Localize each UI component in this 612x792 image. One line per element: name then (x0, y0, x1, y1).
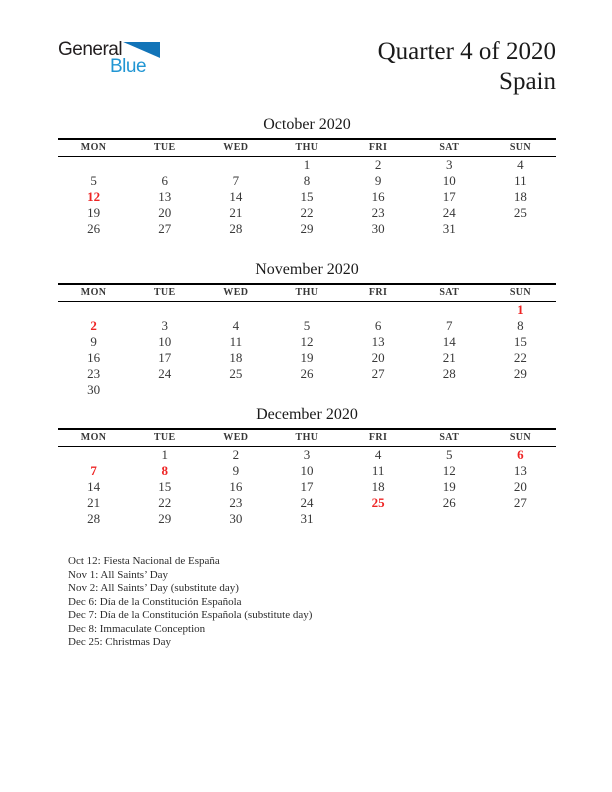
day-cell: 13 (513, 463, 527, 478)
day-cell: 26 (300, 366, 314, 381)
day-cell: 25 (229, 366, 243, 381)
empty-cell (343, 302, 414, 319)
general-blue-logo (58, 40, 160, 76)
day-cell: 9 (90, 334, 97, 349)
day-cell: 13 (158, 189, 172, 204)
day-cell: 24 (442, 205, 456, 220)
weekday-header: TUE (153, 287, 176, 298)
week-row (58, 479, 556, 495)
day-cell: 8 (303, 173, 311, 188)
day-cell: 19 (442, 479, 456, 494)
week-row (58, 350, 556, 366)
day-cell: 8 (161, 463, 168, 478)
weekday-header-row (58, 284, 556, 302)
day-cell: 19 (87, 205, 101, 220)
holiday-note: Dec 6: Día de la Constitución Española (68, 595, 242, 608)
weekday-header: FRI (368, 142, 388, 153)
week-row (58, 495, 556, 511)
day-cell: 2 (374, 157, 382, 172)
day-cell: 15 (300, 189, 314, 204)
month-title: November 2020 (255, 261, 359, 278)
week-row (58, 157, 556, 174)
day-cell: 4 (517, 157, 524, 172)
weekday-header: SAT (439, 432, 460, 443)
day-cell: 10 (158, 334, 172, 349)
week-row (58, 511, 556, 527)
day-cell: 24 (158, 366, 172, 381)
weekday-header: MON (80, 287, 107, 298)
empty-cell (485, 221, 556, 237)
week-row (58, 334, 556, 350)
day-cell: 24 (300, 495, 314, 510)
weekday-header: THU (295, 432, 319, 443)
day-cell: 3 (446, 157, 453, 172)
day-cell: 29 (300, 221, 314, 236)
day-cell: 16 (229, 479, 243, 494)
day-cell: 27 (158, 221, 172, 236)
day-cell: 14 (442, 334, 456, 349)
month-december (58, 405, 556, 550)
day-cell: 7 (232, 173, 240, 188)
month-november (58, 260, 556, 405)
weekday-header: SUN (509, 142, 532, 153)
week-row (58, 221, 556, 237)
empty-cell (485, 511, 556, 527)
month-grid (58, 283, 556, 398)
empty-cell (129, 382, 200, 398)
day-cell: 14 (87, 479, 101, 494)
day-cell: 15 (513, 334, 527, 349)
day-cell: 30 (229, 511, 243, 526)
empty-cell (200, 382, 271, 398)
day-cell: 1 (303, 157, 311, 172)
day-cell: 15 (158, 479, 172, 494)
day-cell: 26 (442, 495, 456, 510)
weekday-header: WED (223, 287, 249, 298)
day-cell: 7 (446, 318, 453, 333)
day-cell: 16 (87, 350, 101, 365)
day-cell: 28 (87, 511, 101, 526)
page-title: Quarter 4 of 2020 (377, 38, 556, 65)
empty-cell (271, 382, 342, 398)
day-cell: 2 (232, 447, 240, 462)
day-cell: 1 (161, 447, 168, 462)
weekday-header: TUE (153, 142, 176, 153)
day-cell: 2 (90, 318, 97, 333)
holiday-note: Oct 12: Fiesta Nacional de España (68, 555, 220, 567)
day-cell: 29 (513, 366, 527, 381)
weekday-header: SUN (509, 287, 532, 298)
day-cell: 3 (303, 447, 311, 462)
day-cell: 5 (90, 173, 97, 188)
day-cell: 10 (442, 173, 456, 188)
holiday-note: Dec 8: Immaculate Conception (68, 622, 206, 635)
day-cell: 21 (229, 205, 243, 220)
day-cell: 12 (300, 334, 314, 349)
day-cell: 21 (442, 350, 456, 365)
month-grid (58, 138, 556, 237)
day-cell: 31 (300, 511, 314, 526)
weekday-header: WED (223, 142, 249, 153)
day-cell: 22 (300, 205, 314, 220)
day-cell: 20 (371, 350, 385, 365)
weekday-header: FRI (368, 287, 388, 298)
day-cell: 12 (87, 189, 101, 204)
weekday-header: MON (80, 142, 107, 153)
day-cell: 6 (517, 447, 524, 462)
day-cell: 28 (442, 366, 456, 381)
day-cell: 12 (442, 463, 456, 478)
empty-cell (58, 447, 129, 464)
day-cell: 8 (517, 318, 524, 333)
day-cell: 31 (442, 221, 456, 236)
day-cell: 7 (90, 463, 97, 478)
holiday-list (68, 555, 556, 650)
day-cell: 18 (371, 479, 385, 494)
logo-text-general: General (58, 39, 123, 60)
empty-cell (129, 157, 200, 174)
empty-cell (414, 302, 485, 319)
week-row (58, 382, 556, 398)
day-cell: 26 (87, 221, 101, 236)
day-cell: 1 (517, 302, 524, 317)
holiday-note: Nov 2: All Saints’ Day (substitute day) (68, 582, 239, 594)
month-title: October 2020 (263, 116, 351, 133)
day-cell: 30 (87, 382, 101, 397)
day-cell: 23 (87, 366, 101, 381)
month-october (58, 115, 556, 260)
weekday-header: THU (295, 287, 319, 298)
weekday-header: SUN (509, 432, 532, 443)
month-title: December 2020 (256, 406, 358, 423)
day-cell: 27 (513, 495, 527, 510)
weekday-header-row (58, 429, 556, 447)
empty-cell (271, 302, 342, 319)
day-cell: 13 (371, 334, 385, 349)
week-row (58, 318, 556, 334)
day-cell: 6 (161, 173, 168, 188)
empty-cell (200, 157, 271, 174)
week-row (58, 447, 556, 464)
day-cell: 23 (229, 495, 243, 510)
day-cell: 3 (161, 318, 168, 333)
day-cell: 9 (374, 173, 382, 188)
empty-cell (200, 302, 271, 319)
day-cell: 25 (371, 495, 385, 510)
day-cell: 11 (514, 173, 527, 188)
weekday-header: TUE (153, 432, 176, 443)
day-cell: 14 (229, 189, 243, 204)
day-cell: 25 (513, 205, 527, 220)
day-cell: 16 (371, 189, 385, 204)
holiday-note: Dec 7: Día de la Constitución Española (substitute day) (68, 609, 313, 621)
day-cell: 20 (158, 205, 172, 220)
day-cell: 30 (371, 221, 385, 236)
weekday-header: SAT (439, 142, 460, 153)
day-cell: 4 (232, 318, 240, 333)
weekday-header-row (58, 139, 556, 157)
weekday-header: THU (295, 142, 319, 153)
months-container (58, 115, 556, 550)
day-cell: 4 (374, 447, 382, 462)
day-cell: 22 (158, 495, 172, 510)
week-row (58, 189, 556, 205)
empty-cell (485, 382, 556, 398)
day-cell: 20 (513, 479, 527, 494)
week-row (58, 463, 556, 479)
day-cell: 21 (87, 495, 101, 510)
empty-cell (343, 382, 414, 398)
weekday-header: SAT (439, 287, 460, 298)
day-cell: 18 (229, 350, 243, 365)
week-row (58, 366, 556, 382)
day-cell: 23 (371, 205, 385, 220)
month-grid (58, 428, 556, 527)
day-cell: 27 (371, 366, 385, 381)
empty-cell (343, 511, 414, 527)
day-cell: 19 (300, 350, 314, 365)
day-cell: 17 (158, 350, 172, 365)
day-cell: 29 (158, 511, 172, 526)
day-cell: 6 (374, 318, 382, 333)
empty-cell (129, 302, 200, 319)
holiday-note: Dec 25: Christmas Day (68, 636, 171, 648)
day-cell: 22 (513, 350, 527, 365)
day-cell: 18 (513, 189, 527, 204)
day-cell: 10 (300, 463, 314, 478)
weekday-header: WED (223, 432, 249, 443)
day-cell: 17 (300, 479, 314, 494)
day-cell: 28 (229, 221, 243, 236)
day-cell: 11 (229, 334, 243, 349)
title-block (378, 37, 556, 97)
weekday-header: FRI (368, 432, 388, 443)
empty-cell (414, 382, 485, 398)
weekday-header: MON (80, 432, 107, 443)
logo-text-blue: Blue (110, 56, 147, 77)
week-row (58, 205, 556, 221)
holiday-note: Nov 1: All Saints’ Day (68, 568, 169, 581)
day-cell: 11 (371, 463, 385, 478)
page-header (0, 0, 612, 97)
empty-cell (414, 511, 485, 527)
week-row (58, 302, 556, 319)
day-cell: 9 (232, 463, 240, 478)
page-subtitle: Spain (499, 68, 556, 95)
day-cell: 5 (303, 318, 311, 333)
day-cell: 5 (446, 447, 453, 462)
week-row (58, 173, 556, 189)
empty-cell (58, 302, 129, 319)
empty-cell (58, 157, 129, 174)
day-cell: 17 (442, 189, 456, 204)
